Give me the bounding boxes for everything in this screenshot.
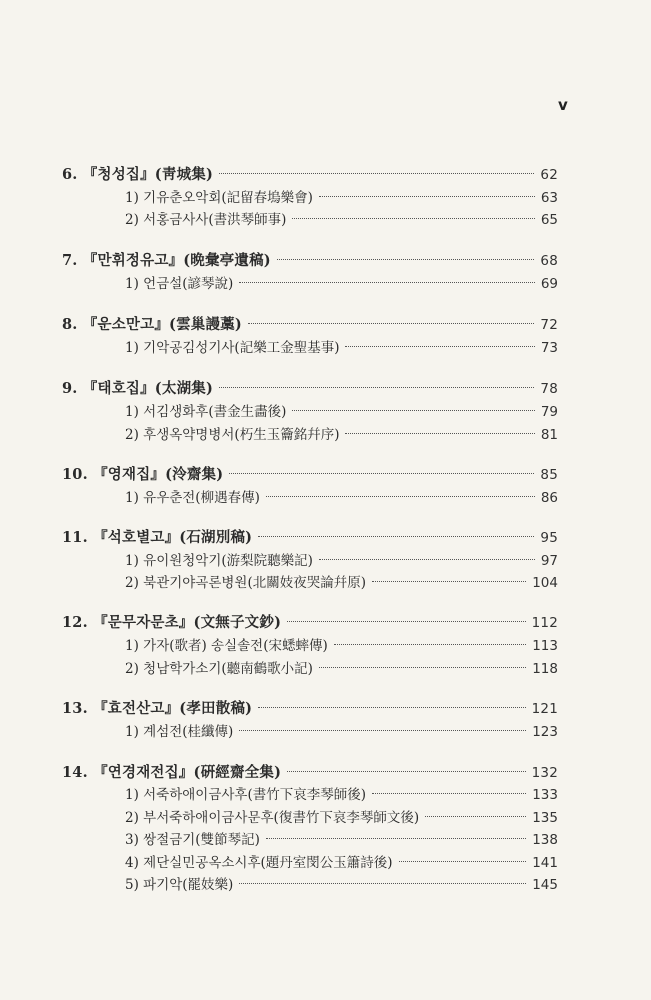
- section-title: 1) 서김생화후(書金生畵後): [125, 404, 287, 420]
- toc-chapter-8[interactable]: [62, 314, 558, 336]
- section-title: 1) 기유춘오악회(記留春塢樂會): [125, 190, 313, 206]
- section-title: 1) 기악공김성기사(記樂工金聖基事): [125, 340, 340, 356]
- dot-leader: [258, 707, 525, 708]
- dot-leader: [319, 559, 535, 560]
- chapter-page: 62: [540, 167, 558, 183]
- chapter-page: 78: [540, 381, 558, 397]
- toc-section[interactable]: [125, 721, 558, 743]
- section-page: 104: [532, 575, 558, 591]
- dot-leader: [425, 816, 526, 817]
- chapter-page: 95: [540, 530, 558, 546]
- dot-leader: [229, 473, 534, 474]
- dot-leader: [258, 536, 534, 537]
- toc-chapter-10[interactable]: [62, 464, 558, 486]
- chapter-page: 132: [531, 765, 558, 781]
- toc-section[interactable]: [125, 829, 558, 851]
- dot-leader: [319, 196, 535, 197]
- toc-section[interactable]: [125, 487, 558, 509]
- section-page: 113: [532, 638, 558, 654]
- toc-section[interactable]: [125, 807, 558, 829]
- section-page: 81: [540, 427, 558, 443]
- section-title: 2) 서홍금사사(書洪琴師事): [125, 212, 287, 228]
- dot-leader: [345, 346, 534, 347]
- dot-leader: [266, 838, 526, 839]
- dot-leader: [345, 433, 534, 434]
- dot-leader: [399, 861, 527, 862]
- chapter-page: 68: [540, 253, 558, 269]
- dot-leader: [248, 323, 534, 324]
- toc-chapter-11[interactable]: [62, 527, 558, 549]
- section-page: 133: [532, 787, 558, 803]
- toc-chapter-9[interactable]: [62, 378, 558, 400]
- section-page: 86: [540, 490, 558, 506]
- dot-leader: [219, 173, 534, 174]
- dot-leader: [287, 771, 525, 772]
- section-page: 123: [532, 724, 558, 740]
- section-title: 2) 북관기야곡론병원(北關妓夜哭論幷原): [125, 575, 367, 591]
- toc-chapter-6[interactable]: [62, 164, 558, 186]
- section-title: 2) 후생옥약명병서(朽生玉籥銘幷序): [125, 427, 340, 443]
- toc-section[interactable]: [125, 273, 558, 295]
- section-title: 1) 계섬전(桂纖傳): [125, 724, 234, 740]
- dot-leader: [334, 644, 526, 645]
- dot-leader: [372, 793, 526, 794]
- section-title: 2) 부서죽하애이금사문후(復書竹下哀李琴師文後): [125, 810, 420, 826]
- chapter-page: 85: [540, 467, 558, 483]
- section-page: 138: [532, 832, 558, 848]
- dot-leader: [292, 218, 534, 219]
- toc-section[interactable]: [125, 658, 558, 680]
- dot-leader: [239, 730, 526, 731]
- chapter-title: 13. 『효전산고』(孝田散稿): [62, 700, 253, 717]
- dot-leader: [319, 667, 526, 668]
- toc-section[interactable]: [125, 784, 558, 806]
- toc-section[interactable]: [125, 635, 558, 657]
- section-title: 4) 제단실민공옥소시후(題丹室閔公玉簫詩後): [125, 855, 393, 871]
- chapter-title: 6. 『청성집』(靑城集): [62, 166, 214, 183]
- section-title: 3) 쌍절금기(雙節琴記): [125, 832, 260, 848]
- toc-section[interactable]: [125, 874, 558, 896]
- toc-section[interactable]: [125, 852, 558, 874]
- dot-leader: [277, 259, 535, 260]
- section-title: 2) 청남학가소기(聽南鶴歌小記): [125, 661, 313, 677]
- chapter-page: 72: [540, 317, 558, 333]
- chapter-title: 10. 『영재집』(泠齋集): [62, 466, 224, 483]
- dot-leader: [266, 496, 535, 497]
- section-page: 118: [532, 661, 558, 677]
- section-page: 135: [532, 810, 558, 826]
- toc-chapter-12[interactable]: [62, 612, 558, 634]
- section-title: 1) 가자(歌者) 송실솔전(宋蟋蟀傳): [125, 638, 328, 654]
- section-title: 1) 유이원청악기(游梨院聽樂記): [125, 553, 313, 569]
- section-page: 145: [532, 877, 558, 893]
- chapter-title: 9. 『태호집』(太湖集): [62, 380, 214, 397]
- section-page: 69: [540, 276, 558, 292]
- toc-section[interactable]: [125, 401, 558, 423]
- section-title: 1) 서죽하애이금사후(書竹下哀李琴師後): [125, 787, 367, 803]
- toc-section[interactable]: [125, 424, 558, 446]
- page-number: v: [558, 96, 568, 114]
- chapter-page: 112: [531, 615, 558, 631]
- chapter-page: 121: [531, 701, 558, 717]
- section-title: 1) 유우춘전(柳遇春傳): [125, 490, 260, 506]
- toc-chapter-13[interactable]: [62, 698, 558, 720]
- chapter-title: 7. 『만휘정유고』(晩彙亭遺稿): [62, 252, 271, 269]
- chapter-title: 12. 『문무자문초』(文無子文鈔): [62, 614, 282, 631]
- chapter-title: 11. 『석호별고』(石湖別稿): [62, 529, 253, 546]
- dot-leader: [239, 883, 526, 884]
- section-page: 65: [540, 212, 558, 228]
- dot-leader: [219, 387, 534, 388]
- dot-leader: [292, 410, 534, 411]
- dot-leader: [239, 282, 535, 283]
- chapter-title: 8. 『운소만고』(雲巢謾藁): [62, 316, 242, 333]
- section-title: 5) 파기악(罷妓樂): [125, 877, 234, 893]
- dot-leader: [372, 581, 526, 582]
- toc-section[interactable]: [125, 550, 558, 572]
- toc-section[interactable]: [125, 187, 558, 209]
- toc-section[interactable]: [125, 209, 558, 231]
- section-page: 97: [540, 553, 558, 569]
- section-page: 73: [540, 340, 558, 356]
- dot-leader: [287, 621, 525, 622]
- section-page: 141: [532, 855, 558, 871]
- section-page: 79: [540, 404, 558, 420]
- chapter-title: 14. 『연경재전집』(硏經齋全集): [62, 764, 282, 781]
- section-page: 63: [540, 190, 558, 206]
- section-title: 1) 언금설(諺琴說): [125, 276, 234, 292]
- toc-section[interactable]: [125, 572, 558, 594]
- toc-chapter-7[interactable]: [62, 250, 558, 272]
- toc-section[interactable]: [125, 337, 558, 359]
- toc-chapter-14[interactable]: [62, 762, 558, 784]
